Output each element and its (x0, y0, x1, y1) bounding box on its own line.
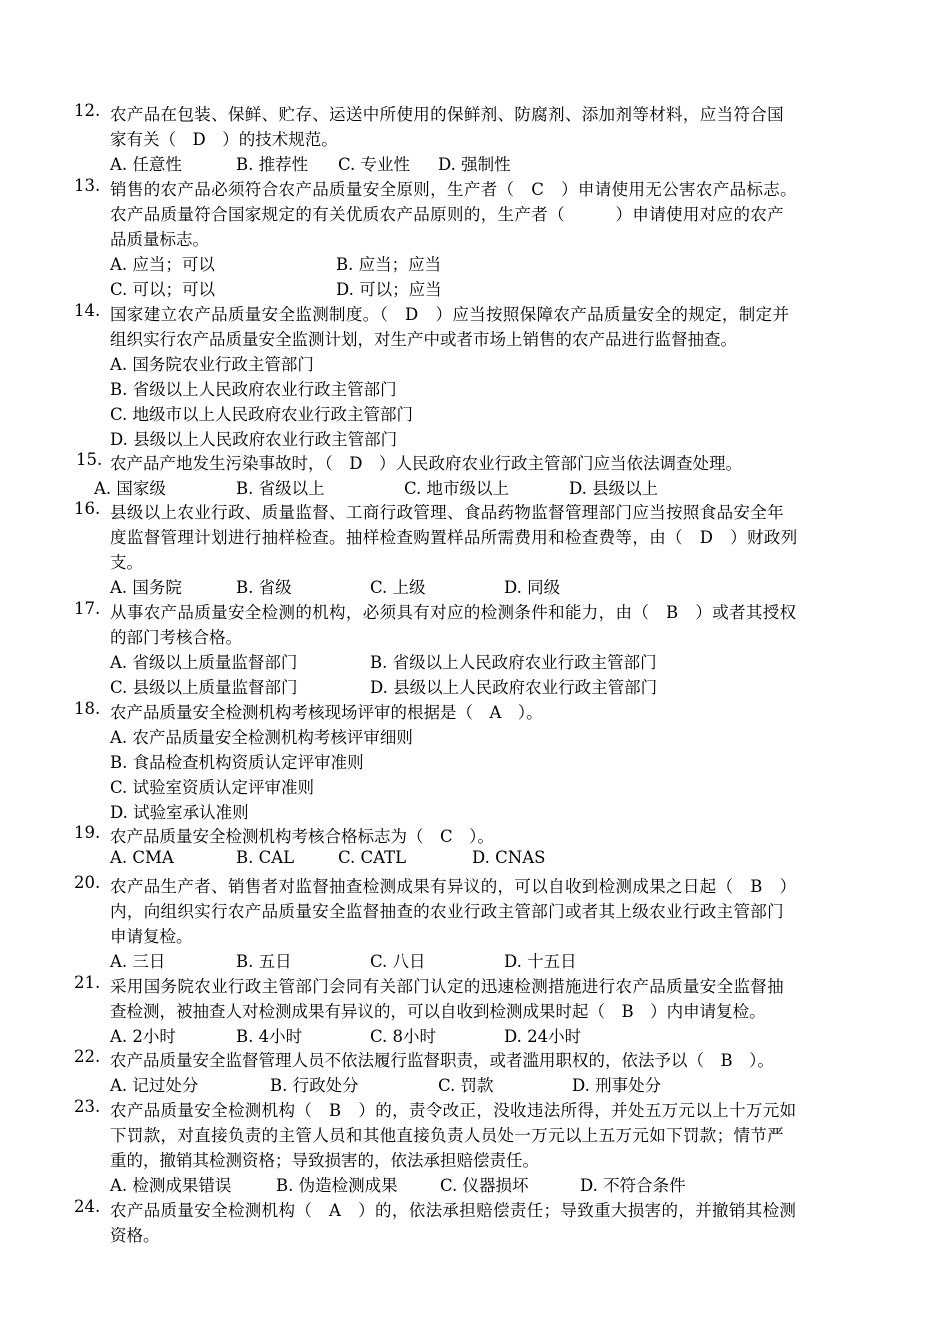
question-text-line: 度监督管理计划进行抽样检查。抽样检查购置样品所需费用和检查费等，由（ D ）财政列 (110, 528, 798, 547)
option-c: C. 上级 (370, 578, 426, 597)
option-c: C. 罚款 (438, 1076, 494, 1095)
question-text-line: 支。 (110, 553, 143, 572)
question-22 (74, 1047, 894, 1097)
option-a: A. 检测成果错误 (110, 1176, 232, 1195)
question-13 (74, 176, 894, 306)
option-c: C. 试验室资质认定评审准则 (110, 778, 315, 797)
question-text-line: 下罚款，对直接负责的主管人员和其他直接负责人员处一万元以上五万元如下罚款；情节严 (110, 1126, 784, 1145)
question-text-line: 申请复检。 (110, 927, 193, 946)
option-d: D. 24小时 (504, 1027, 582, 1046)
question-text-line: 农产品质量安全检测机构（ B ）的，责令改正，没收违法所得，并处五万元以上十万元如 (110, 1101, 797, 1120)
question-number: 12. (74, 101, 101, 120)
option-d: D. 试验室承认准则 (110, 803, 249, 822)
option-b: B. 4小时 (236, 1027, 303, 1046)
option-b: B. 伪造检测成果 (276, 1176, 398, 1195)
option-c: C. 地市级以上 (404, 479, 510, 498)
option-c: C. 八日 (370, 952, 426, 971)
question-number: 15. (76, 450, 103, 469)
option-a: A. 国务院农业行政主管部门 (110, 355, 314, 374)
option-b: B. 省级以上人民政府农业行政主管部门 (110, 380, 397, 399)
question-21 (74, 973, 894, 1048)
option-a: A. 应当；可以 (110, 255, 215, 274)
question-number: 23. (74, 1097, 101, 1116)
question-text-line: 家有关（ D ）的技术规范。 (110, 130, 338, 149)
option-d: D. 县级以上人民政府农业行政主管部门 (110, 430, 398, 449)
option-a: A. 三日 (110, 952, 166, 971)
option-a: A. 农产品质量安全检测机构考核评审细则 (110, 728, 413, 747)
question-text-line: 农产品质量安全检测机构（ A ）的，依法承担赔偿责任；导致重大损害的，并撤销其检测 (110, 1201, 797, 1220)
option-a: A. 国家级 (94, 479, 166, 498)
question-20 (74, 873, 894, 973)
option-b: B. 省级以上 (236, 479, 325, 498)
option-b: B. 五日 (236, 952, 292, 971)
question-text-line: 销售的农产品必须符合农产品质量安全原则，生产者（ C ）申请使用无公害农产品标志。 (110, 180, 797, 199)
question-text-line: 重的，撤销其检测资格；导致损害的，依法承担赔偿责任。 (110, 1151, 539, 1170)
question-text-line: 采用国务院农业行政主管部门会同有关部门认定的迅速检测措施进行农产品质量安全监督抽 (110, 977, 784, 996)
question-text-line: 农产品生产者、销售者对监督抽查检测成果有异议的，可以自收到检测成果之日起（ B ） (110, 877, 797, 896)
question-text-line: 的部门考核合格。 (110, 628, 242, 647)
option-b: B. 食品检查机构资质认定评审准则 (110, 753, 364, 772)
option-d: D. 不符合条件 (580, 1176, 686, 1195)
option-c: C. 专业性 (338, 155, 411, 174)
option-c: C. 8小时 (370, 1027, 437, 1046)
question-text-line: 组织实行农产品质量安全监测计划，对生产中或者市场上销售的农产品进行监督抽查。 (110, 330, 737, 349)
question-text-line: 国家建立农产品质量安全监测制度。（ D ）应当按照保障农产品质量安全的规定，制定并 (110, 305, 790, 324)
question-18 (74, 699, 894, 824)
question-19 (74, 823, 894, 873)
option-a: A. CMA (110, 848, 174, 867)
question-text-line: 农产品质量安全检测机构考核合格标志为（ C ）。 (110, 827, 494, 846)
option-a: A. 记过处分 (110, 1076, 199, 1095)
option-c: C. 仪器损坏 (440, 1176, 529, 1195)
question-text-line: 资格。 (110, 1226, 160, 1245)
question-text-line: 查检测，被抽查人对检测成果有异议的，可以自收到检测成果时起（ B ）内申请复检。 (110, 1002, 766, 1021)
option-b: B. 应当；应当 (336, 255, 442, 274)
question-15 (74, 450, 894, 500)
option-b: B. 省级以上人民政府农业行政主管部门 (370, 653, 657, 672)
question-number: 20. (74, 873, 101, 892)
question-number: 13. (74, 176, 101, 195)
option-b: B. 行政处分 (270, 1076, 359, 1095)
question-17 (74, 599, 894, 699)
option-c: C. 地级市以上人民政府农业行政主管部门 (110, 405, 414, 424)
question-number: 16. (74, 499, 101, 518)
option-d: D. 县级以上人民政府农业行政主管部门 (370, 678, 658, 697)
option-a: A. 国务院 (110, 578, 182, 597)
question-number: 24. (74, 1197, 101, 1216)
option-b: B. CAL (236, 848, 295, 867)
option-c: C. 可以；可以 (110, 280, 216, 299)
question-number: 22. (74, 1047, 101, 1066)
question-number: 17. (74, 599, 101, 618)
question-text-line: 农产品质量安全监督管理人员不依法履行监督职责，或者滥用职权的，依法予以（ B ）。 (110, 1051, 774, 1070)
question-text-line: 农产品在包装、保鲜、贮存、运送中所使用的保鲜剂、防腐剂、添加剂等材料，应当符合国 (110, 105, 784, 124)
question-12 (74, 101, 894, 181)
option-d: D. 同级 (504, 578, 561, 597)
question-text-line: 农产品质量符合国家规定的有关优质农产品原则的，生产者（ ）申请使用对应的农产 (110, 205, 784, 224)
option-d: D. 可以；应当 (336, 280, 442, 299)
option-c: C. 县级以上质量监督部门 (110, 678, 298, 697)
question-text-line: 农产品质量安全检测机构考核现场评审的根据是（ A ）。 (110, 703, 543, 722)
question-number: 19. (74, 823, 101, 842)
question-number: 21. (74, 973, 101, 992)
option-c: C. CATL (338, 848, 407, 867)
option-d: D. CNAS (472, 848, 546, 867)
question-23 (74, 1097, 894, 1197)
question-text-line: 县级以上农业行政、质量监督、工商行政管理、食品药物监督管理部门应当按照食品安全年 (110, 503, 784, 522)
option-a: A. 省级以上质量监督部门 (110, 653, 298, 672)
option-d: D. 十五日 (504, 952, 577, 971)
question-text-line: 品质量标志。 (110, 230, 209, 249)
question-14 (74, 301, 894, 451)
question-number: 18. (74, 699, 101, 718)
option-b: B. 推荐性 (236, 155, 309, 174)
question-24 (74, 1197, 894, 1247)
option-d: D. 刑事处分 (572, 1076, 662, 1095)
question-text-line: 内，向组织实行农产品质量安全监督抽查的农业行政主管部门或者其上级农业行政主管部门 (110, 902, 784, 921)
option-b: B. 省级 (236, 578, 292, 597)
question-text-line: 从事农产品质量安全检测的机构，必须具有对应的检测条件和能力，由（ B ）或者其授权 (110, 603, 797, 622)
question-16 (74, 499, 894, 599)
option-a: A. 2小时 (110, 1027, 176, 1046)
question-number: 14. (74, 301, 101, 320)
option-d: D. 强制性 (438, 155, 511, 174)
option-d: D. 县级以上 (569, 479, 659, 498)
question-text-line: 农产品产地发生污染事故时，（ D ）人民政府农业行政主管部门应当依法调查处理。 (110, 454, 742, 473)
option-a: A. 任意性 (110, 155, 182, 174)
